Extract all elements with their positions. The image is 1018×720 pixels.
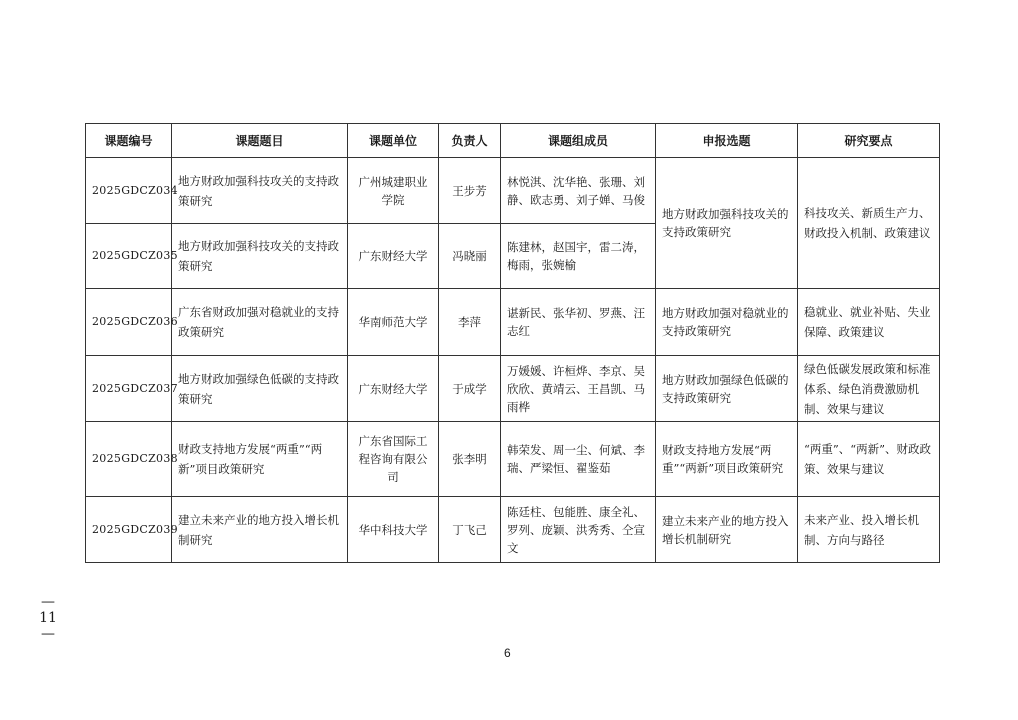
members-cell: 谌新民、张华初、罗燕、汪志红 [501, 289, 656, 356]
topic-cell: 财政支持地方发展“两重”“两新”项目政策研究 [656, 422, 798, 497]
table-row [86, 289, 940, 356]
leader-cell: 王步芳 [439, 158, 501, 224]
code-cell: 2025GDCZ038 [86, 422, 172, 497]
leader-cell: 于成学 [439, 356, 501, 422]
project-table [85, 123, 940, 563]
title-cell: 地方财政加强科技攻关的支持政策研究 [172, 158, 348, 224]
code-cell: 2025GDCZ037 [86, 356, 172, 422]
members-cell: 陈建林，赵国宇，雷二涛，梅雨，张婉榆 [501, 224, 656, 289]
header-code: 课题编号 [86, 124, 172, 158]
table-row [86, 158, 940, 224]
code-cell: 2025GDCZ036 [86, 289, 172, 356]
unit-cell: 广东省国际工程咨询有限公司 [348, 422, 439, 497]
points-cell-merged: 科技攻关、新质生产力、财政投入机制、政策建议 [798, 158, 940, 289]
header-title: 课题题目 [172, 124, 348, 158]
code-cell: 2025GDCZ035 [86, 224, 172, 289]
title-cell: 地方财政加强科技攻关的支持政策研究 [172, 224, 348, 289]
header-members: 课题组成员 [501, 124, 656, 158]
side-page-label [38, 594, 58, 642]
topic-cell: 地方财政加强绿色低碳的支持政策研究 [656, 356, 798, 422]
unit-cell: 广东财经大学 [348, 224, 439, 289]
header-topic: 申报选题 [656, 124, 798, 158]
points-cell: “两重”、“两新”、财政政策、效果与建议 [798, 422, 940, 497]
leader-cell: 冯晓丽 [439, 224, 501, 289]
members-cell: 陈廷柱、包能胜、康全礼、罗列、庞颖、洪秀秀、仝宣文 [501, 497, 656, 563]
title-cell: 广东省财政加强对稳就业的支持政策研究 [172, 289, 348, 356]
members-cell: 林悦淇、沈华艳、张珊、刘静、欧志勇、刘子婵、马俊 [501, 158, 656, 224]
code-cell: 2025GDCZ034 [86, 158, 172, 224]
leader-cell: 张李明 [439, 422, 501, 497]
page-number: 6 [504, 646, 511, 660]
table-row [86, 497, 940, 563]
side-dash-bottom: — [41, 626, 55, 642]
topic-cell: 地方财政加强对稳就业的支持政策研究 [656, 289, 798, 356]
unit-cell: 华中科技大学 [348, 497, 439, 563]
header-points: 研究要点 [798, 124, 940, 158]
leader-cell: 丁飞己 [439, 497, 501, 563]
topic-cell: 建立未来产业的地方投入增长机制研究 [656, 497, 798, 563]
topic-cell-merged: 地方财政加强科技攻关的支持政策研究 [656, 158, 798, 289]
side-dash-top: — [41, 594, 55, 610]
unit-cell: 华南师范大学 [348, 289, 439, 356]
title-cell: 地方财政加强绿色低碳的支持政策研究 [172, 356, 348, 422]
header-unit: 课题单位 [348, 124, 439, 158]
unit-cell: 广州城建职业学院 [348, 158, 439, 224]
points-cell: 未来产业、投入增长机制、方向与路径 [798, 497, 940, 563]
title-cell: 财政支持地方发展“两重”“两新”项目政策研究 [172, 422, 348, 497]
points-cell: 绿色低碳发展政策和标准体系、绿色消费激励机制、效果与建议 [798, 356, 940, 422]
table-row [86, 356, 940, 422]
code-cell: 2025GDCZ039 [86, 497, 172, 563]
leader-cell: 李萍 [439, 289, 501, 356]
unit-cell: 广东财经大学 [348, 356, 439, 422]
header-leader: 负责人 [439, 124, 501, 158]
side-page-number: 11 [39, 610, 57, 626]
header-row [86, 124, 940, 158]
title-cell: 建立未来产业的地方投入增长机制研究 [172, 497, 348, 563]
members-cell: 万媛媛、许桓烨、李京、吴欣欣、黄靖云、王昌凯、马雨桦 [501, 356, 656, 422]
members-cell: 韩荣发、周一尘、何斌、李瑞、严梁恒、翟鉴茹 [501, 422, 656, 497]
table-row [86, 422, 940, 497]
points-cell: 稳就业、就业补贴、失业保障、政策建议 [798, 289, 940, 356]
